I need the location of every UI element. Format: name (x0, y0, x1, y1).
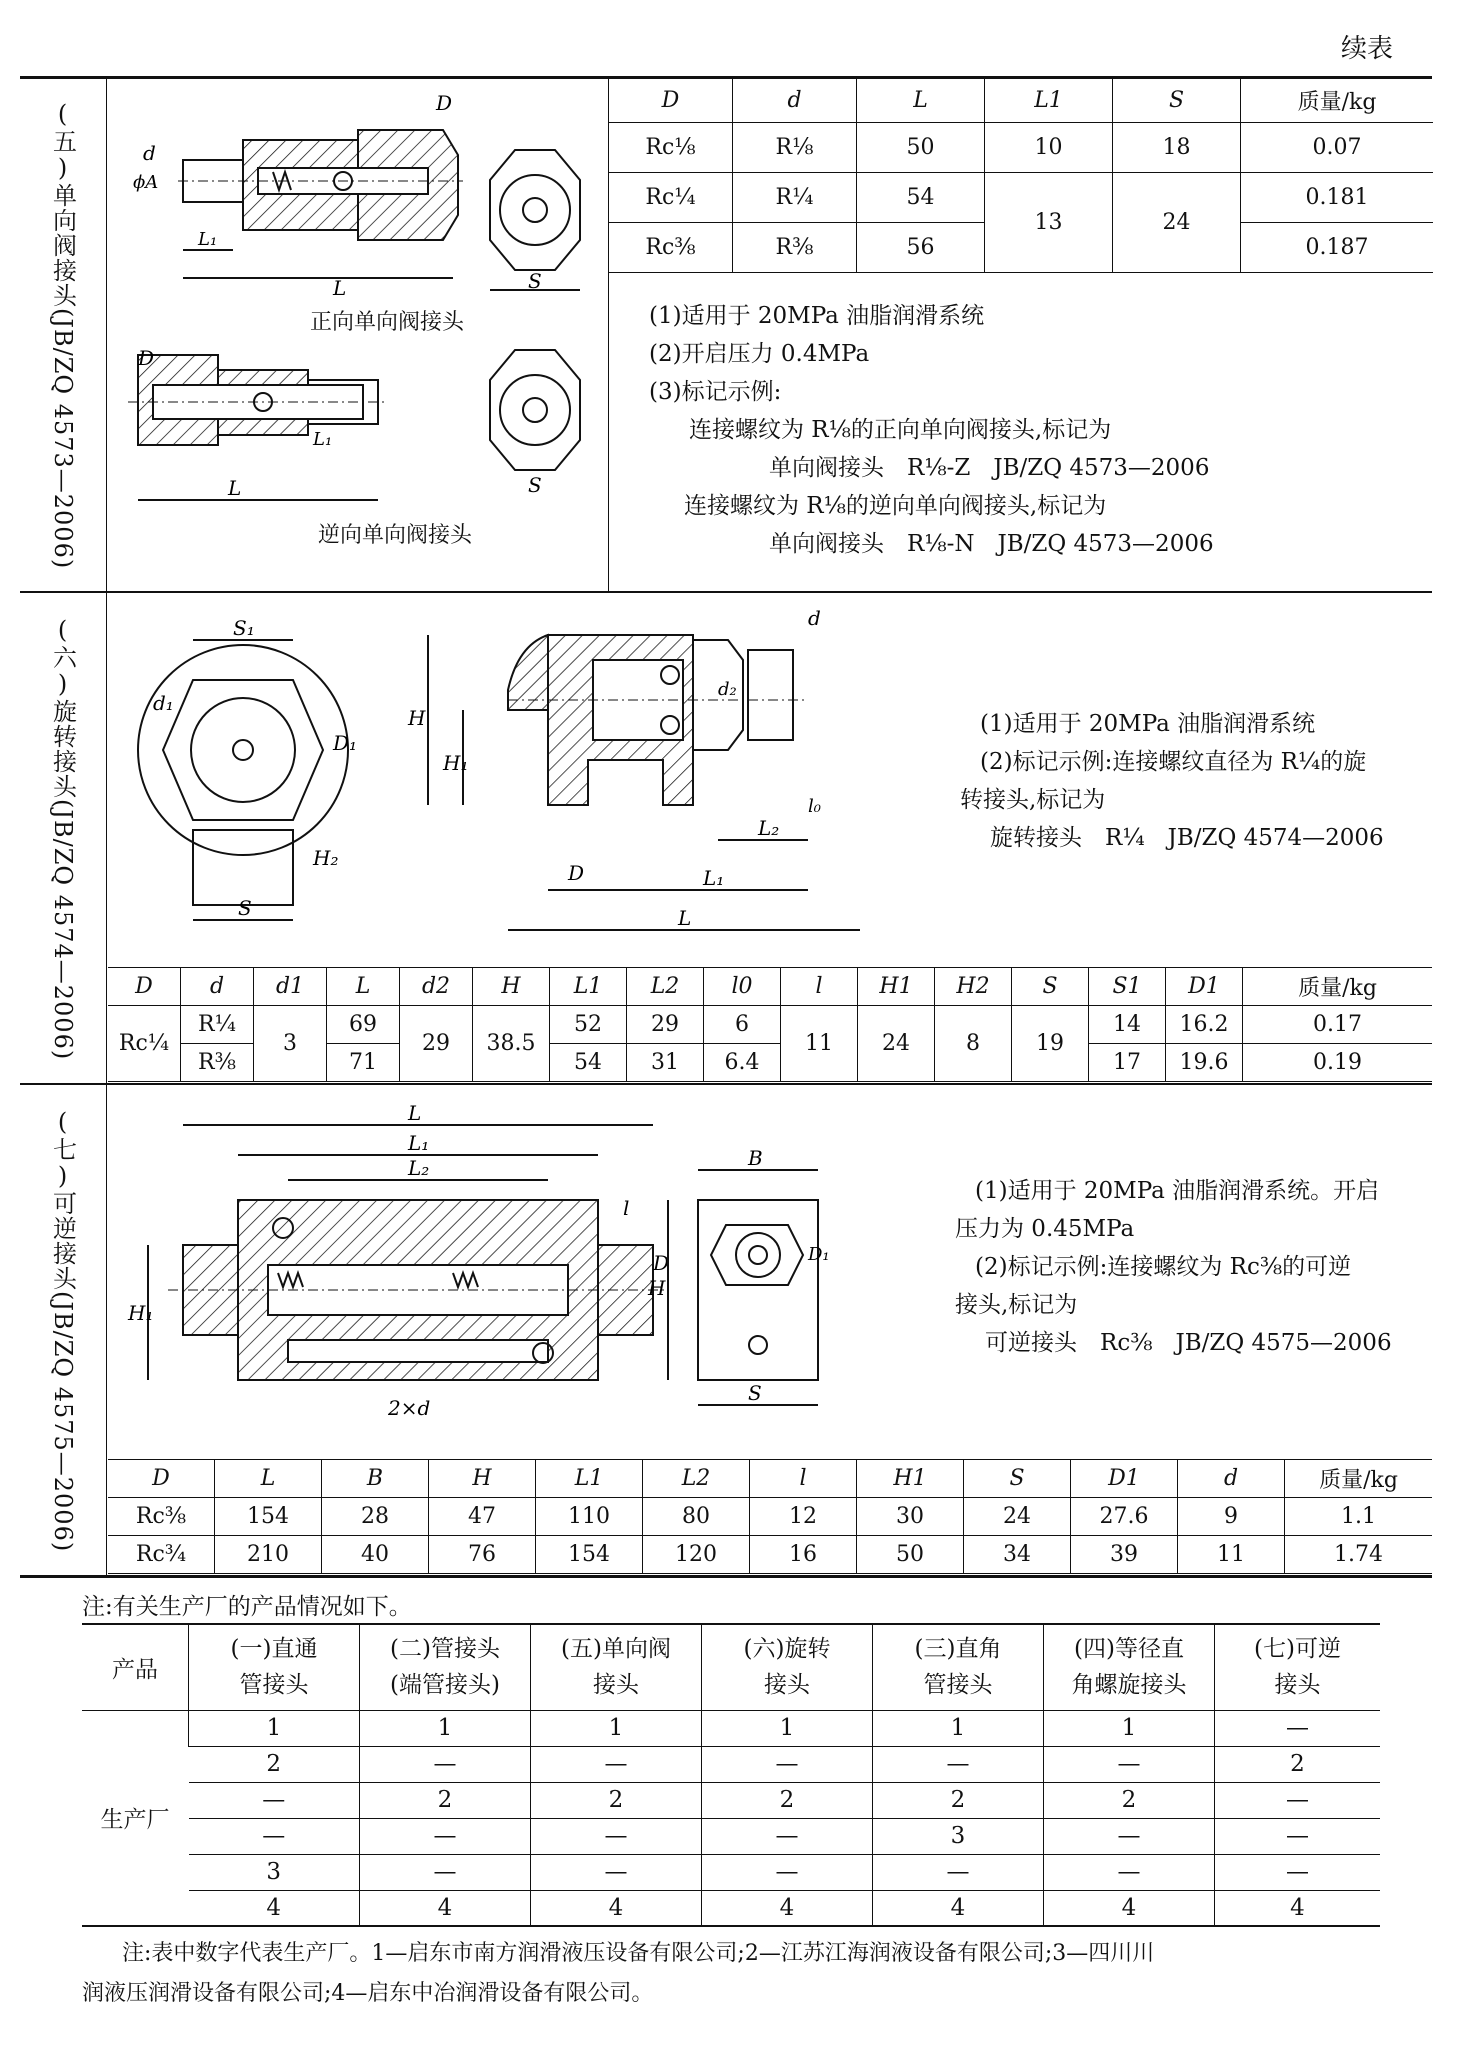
producers-intro: 注:有关生产厂的产品情况如下。 (82, 1594, 412, 1620)
th: L1 (536, 1460, 643, 1498)
table-cell: R⅜ (181, 1044, 254, 1082)
note-line: 单向阀接头 R⅛-Z JB/ZQ 4573—2006 (769, 455, 1210, 481)
note-line: (2)开启压力 0.4MPa (649, 341, 870, 367)
table-cell: 34 (964, 1536, 1071, 1574)
th: H (429, 1460, 536, 1498)
svg-text:S₁: S₁ (233, 616, 255, 640)
svg-text:2×d: 2×d (388, 1396, 431, 1420)
table-cell: Rc⅜ (108, 1498, 215, 1536)
table-cell: — (189, 1818, 360, 1854)
table-cell: 80 (643, 1498, 750, 1536)
svg-text:D: D (436, 91, 453, 115)
reversible-joint-section (127, 1101, 669, 1420)
continued-label: 续表 (1340, 34, 1393, 64)
table-cell: — (360, 1854, 531, 1890)
svg-text:H₁: H₁ (443, 751, 469, 775)
svg-text:L: L (678, 906, 692, 930)
note-line: 连接螺纹为 R⅛的正向单向阀接头,标记为 (689, 417, 1112, 443)
producers-col: (四)等径直 角螺旋接头 (1044, 1624, 1215, 1710)
section-7-drawings (108, 1095, 888, 1440)
table-cell: 24 (1113, 172, 1241, 272)
svg-text:H₁: H₁ (128, 1301, 154, 1325)
section-5-end-views (480, 140, 590, 500)
note-line: (1)适用于 20MPa 油脂润滑系统 (980, 711, 1316, 737)
th: D1 (1166, 968, 1243, 1006)
footnote (82, 1934, 1422, 2014)
th: D (108, 1460, 215, 1498)
th: l (781, 968, 858, 1006)
svg-text:D₁: D₁ (808, 1244, 830, 1265)
svg-text:H: H (648, 1276, 666, 1300)
table-cell: 210 (215, 1536, 322, 1574)
note-line: (1)适用于 20MPa 油脂润滑系统 (649, 303, 985, 329)
section-6-title: (六)旋转接头 (48, 615, 77, 799)
table-cell: — (702, 1854, 873, 1890)
table-cell: 29 (400, 1006, 473, 1082)
th-L1: L1 (985, 79, 1113, 122)
note-line: 旋转接头 R¼ JB/ZQ 4574—2006 (990, 825, 1384, 851)
table-cell: 120 (643, 1536, 750, 1574)
table-cell: 69 (327, 1006, 400, 1044)
rotary-joint-end-view (138, 616, 357, 920)
table-cell: 16.2 (1166, 1006, 1243, 1044)
section-5-standard: (JB/ZQ 4573—2006) (49, 308, 77, 570)
th: S1 (1089, 968, 1166, 1006)
svg-text:L₁: L₁ (198, 229, 218, 250)
table-cell: 39 (1071, 1536, 1178, 1574)
table-cell: 12 (750, 1498, 857, 1536)
section-6-top-rule (20, 591, 1432, 593)
table-cell: 154 (536, 1536, 643, 1574)
table-cell: 18 (1113, 122, 1241, 172)
table-cell: Rc¼ (609, 172, 733, 222)
th: H1 (857, 1460, 964, 1498)
th: H2 (935, 968, 1012, 1006)
svg-text:H₂: H₂ (313, 846, 339, 870)
footnote-line: 注:表中数字代表生产厂。1—启东市南方润滑液压设备有限公司;2—江苏江海润液设备有限公司;3—四川川 (122, 1941, 1155, 1966)
table-cell: — (1215, 1710, 1381, 1746)
section-7-top-rule (20, 1083, 1432, 1085)
table-cell: 0.181 (1241, 172, 1434, 222)
table-cell: 3 (873, 1818, 1044, 1854)
table-cell: — (702, 1818, 873, 1854)
section-5-title: (五)单向阀接头 (48, 100, 77, 309)
note-line: 接头,标记为 (955, 1292, 1078, 1318)
producers-table (82, 1623, 1380, 1927)
note-line: (3)标记示例: (649, 379, 782, 405)
svg-text:L₁: L₁ (703, 866, 725, 890)
svg-text:l₀: l₀ (808, 796, 821, 817)
forward-valve-drawing (133, 91, 463, 300)
table-cell: — (1215, 1854, 1381, 1890)
svg-text:d₂: d₂ (718, 679, 737, 700)
th: d (1178, 1460, 1285, 1498)
svg-text:H: H (408, 706, 426, 730)
svg-text:S: S (238, 896, 252, 920)
svg-text:L₁: L₁ (313, 429, 333, 450)
table-cell: — (189, 1782, 360, 1818)
th-mass: 质量/kg (1285, 1460, 1433, 1498)
table-cell: — (1044, 1854, 1215, 1890)
table-cell: 19.6 (1166, 1044, 1243, 1082)
table-cell: — (1215, 1782, 1381, 1818)
svg-text:d: d (143, 141, 156, 165)
table-cell: — (531, 1854, 702, 1890)
svg-text:d: d (808, 606, 821, 630)
table-cell: — (873, 1854, 1044, 1890)
section-6-label (20, 593, 107, 1083)
note-line: 压力为 0.45MPa (955, 1216, 1135, 1242)
th: H1 (858, 968, 935, 1006)
table-cell: 2 (360, 1782, 531, 1818)
th-mass: 质量/kg (1243, 968, 1433, 1006)
table-cell: 4 (531, 1890, 702, 1926)
table-cell: 1 (873, 1710, 1044, 1746)
th-L: L (857, 79, 985, 122)
producers-col: (二)管接头 (端管接头) (360, 1624, 531, 1710)
reversible-joint-end-view (647, 1146, 830, 1405)
table-cell: Rc⅜ (609, 222, 733, 272)
table-cell: 29 (627, 1006, 704, 1044)
table-cell: 54 (550, 1044, 627, 1082)
table-cell: 1 (1044, 1710, 1215, 1746)
svg-text:D: D (138, 346, 155, 370)
table-cell: 2 (873, 1782, 1044, 1818)
svg-text:S: S (748, 1381, 762, 1405)
table-cell: 6.4 (704, 1044, 781, 1082)
table-cell: 71 (327, 1044, 400, 1082)
section-7-standard: (JB/ZQ 4575—2006) (49, 1290, 77, 1553)
section-7-table (108, 1459, 1432, 1574)
table-cell: 3 (254, 1006, 327, 1082)
table-cell: — (873, 1746, 1044, 1782)
table-cell: 27.6 (1071, 1498, 1178, 1536)
table-cell: 2 (702, 1782, 873, 1818)
th-mass: 质量/kg (1241, 79, 1434, 122)
svg-text:D: D (653, 1251, 670, 1275)
th: L1 (550, 968, 627, 1006)
rotary-joint-section-view (407, 606, 860, 930)
producers-head-factory: 生产厂 (100, 1807, 170, 1834)
note-line: (1)适用于 20MPa 油脂润滑系统。开启 (975, 1178, 1380, 1204)
note-line: (2)标记示例:连接螺纹为 Rc⅜的可逆 (975, 1254, 1352, 1280)
table-cell: — (1044, 1818, 1215, 1854)
table-cell: 3 (189, 1854, 360, 1890)
svg-text:L: L (333, 276, 347, 300)
svg-text:L: L (228, 476, 242, 500)
table-cell: 30 (857, 1498, 964, 1536)
section-5-right (608, 79, 1433, 591)
th: S (964, 1460, 1071, 1498)
producers-head-product: 产品 (82, 1624, 189, 1710)
table-cell: Rc¼ (108, 1006, 181, 1082)
table-cell: 2 (189, 1746, 360, 1782)
th: l0 (704, 968, 781, 1006)
svg-text:D₁: D₁ (333, 731, 358, 755)
th-d: d (733, 79, 857, 122)
note-line: 可逆接头 Rc⅜ JB/ZQ 4575—2006 (985, 1330, 1392, 1356)
table-cell: 1 (360, 1710, 531, 1746)
th: L2 (627, 968, 704, 1006)
table-cell: 10 (985, 122, 1113, 172)
table-cell: 1 (531, 1710, 702, 1746)
table-cell: 4 (360, 1890, 531, 1926)
table-cell: 1 (189, 1710, 360, 1746)
section-6-table (108, 967, 1432, 1082)
note-line: 转接头,标记为 (960, 787, 1106, 813)
table-cell: 56 (857, 222, 985, 272)
th-S: S (1113, 79, 1241, 122)
table-cell: 76 (429, 1536, 536, 1574)
th: D (108, 968, 181, 1006)
table-cell: 50 (857, 122, 985, 172)
table-cell: 1.74 (1285, 1536, 1433, 1574)
table-cell: 19 (1012, 1006, 1089, 1082)
table-cell: 17 (1089, 1044, 1166, 1082)
svg-text:L₂: L₂ (408, 1156, 430, 1180)
section-7-title: (七)可逆接头 (48, 1107, 77, 1291)
section-7-label (20, 1085, 107, 1575)
table-cell: 110 (536, 1498, 643, 1536)
th: l (750, 1460, 857, 1498)
note-line: (2)标记示例:连接螺纹直径为 R¼的旋 (980, 749, 1367, 775)
svg-text:L₁: L₁ (408, 1131, 430, 1155)
table-cell: 28 (322, 1498, 429, 1536)
table-cell: Rc⅛ (609, 122, 733, 172)
th: H (473, 968, 550, 1006)
th-D: D (609, 79, 733, 122)
th: D1 (1071, 1460, 1178, 1498)
table-cell: R¼ (733, 172, 857, 222)
producers-col: (三)直角 管接头 (873, 1624, 1044, 1710)
table-cell: 0.17 (1243, 1006, 1433, 1044)
producers-col: (一)直通 管接头 (189, 1624, 360, 1710)
table-cell: 1.1 (1285, 1498, 1433, 1536)
table-cell: 4 (702, 1890, 873, 1926)
table-cell: — (531, 1746, 702, 1782)
th: L (327, 968, 400, 1006)
section-6-notes (960, 705, 1420, 857)
producers-col: (七)可逆 接头 (1215, 1624, 1381, 1710)
footnote-line: 润液压润滑设备有限公司;4—启东中冶润滑设备有限公司。 (82, 1981, 654, 2006)
reverse-valve-drawing (128, 346, 388, 500)
table-cell: 154 (215, 1498, 322, 1536)
section-7-bottom-rule (20, 1575, 1432, 1578)
th: d1 (254, 968, 327, 1006)
table-cell: — (1215, 1818, 1381, 1854)
producers-col: (六)旋转 接头 (702, 1624, 873, 1710)
table-cell: 11 (781, 1006, 858, 1082)
section-7-notes (955, 1172, 1425, 1362)
table-cell: 6 (704, 1006, 781, 1044)
note-line: 连接螺纹为 R⅛的逆向单向阀接头,标记为 (684, 493, 1107, 519)
table-cell: R⅛ (733, 122, 857, 172)
table-cell: — (531, 1818, 702, 1854)
section-6-drawings (108, 600, 908, 960)
table-cell: 4 (1044, 1890, 1215, 1926)
svg-text:d₁: d₁ (153, 691, 174, 715)
table-cell: R¼ (181, 1006, 254, 1044)
table-cell: 4 (266, 1894, 282, 1921)
table-cell: 0.187 (1241, 222, 1434, 272)
producers-col: (五)单向阀 接头 (531, 1624, 702, 1710)
table-cell: R⅜ (733, 222, 857, 272)
th: B (322, 1460, 429, 1498)
table-cell: 4 (873, 1890, 1044, 1926)
section-5-label (20, 79, 107, 591)
svg-text:L₂: L₂ (758, 816, 780, 840)
table-cell: 4 (1215, 1890, 1381, 1926)
table-cell: 2 (1215, 1746, 1381, 1782)
table-cell: 54 (857, 172, 985, 222)
table-cell: 38.5 (473, 1006, 550, 1082)
svg-text:l: l (623, 1196, 630, 1220)
table-cell: 9 (1178, 1498, 1285, 1536)
section-5-notes (649, 297, 1214, 563)
note-line: 单向阀接头 R⅛-N JB/ZQ 4573—2006 (769, 531, 1214, 557)
table-cell: 16 (750, 1536, 857, 1574)
svg-text:ϕA: ϕA (133, 172, 159, 193)
table-cell: 50 (857, 1536, 964, 1574)
table-cell: 52 (550, 1006, 627, 1044)
table-cell: 0.07 (1241, 122, 1434, 172)
th: d2 (400, 968, 473, 1006)
svg-text:S: S (528, 269, 542, 293)
table-cell: 40 (322, 1536, 429, 1574)
table-cell: 8 (935, 1006, 1012, 1082)
th: S (1012, 968, 1089, 1006)
table-cell: — (1044, 1746, 1215, 1782)
table-cell: 13 (985, 172, 1113, 272)
table-cell: 11 (1178, 1536, 1285, 1574)
section-6-standard: (JB/ZQ 4574—2006) (49, 798, 77, 1061)
svg-text:L: L (408, 1101, 422, 1125)
table-cell: 24 (858, 1006, 935, 1082)
table-cell: 24 (964, 1498, 1071, 1536)
th: d (181, 968, 254, 1006)
table-cell: 31 (627, 1044, 704, 1082)
svg-text:B: B (748, 1146, 763, 1170)
forward-valve-caption: 正向单向阀接头 (310, 310, 465, 335)
th: L (215, 1460, 322, 1498)
table-cell: 14 (1089, 1006, 1166, 1044)
reverse-valve-caption: 逆向单向阀接头 (318, 523, 473, 548)
table-cell: — (360, 1746, 531, 1782)
table-cell: 47 (429, 1498, 536, 1536)
table-cell: 2 (1044, 1782, 1215, 1818)
section-5-table (609, 79, 1433, 273)
table-cell: — (360, 1818, 531, 1854)
table-cell: 0.19 (1243, 1044, 1433, 1082)
svg-text:D: D (568, 861, 585, 885)
table-cell: — (702, 1746, 873, 1782)
svg-text:S: S (528, 473, 542, 497)
table-cell: 2 (531, 1782, 702, 1818)
th: L2 (643, 1460, 750, 1498)
table-cell: 1 (702, 1710, 873, 1746)
table-cell: Rc¾ (108, 1536, 215, 1574)
